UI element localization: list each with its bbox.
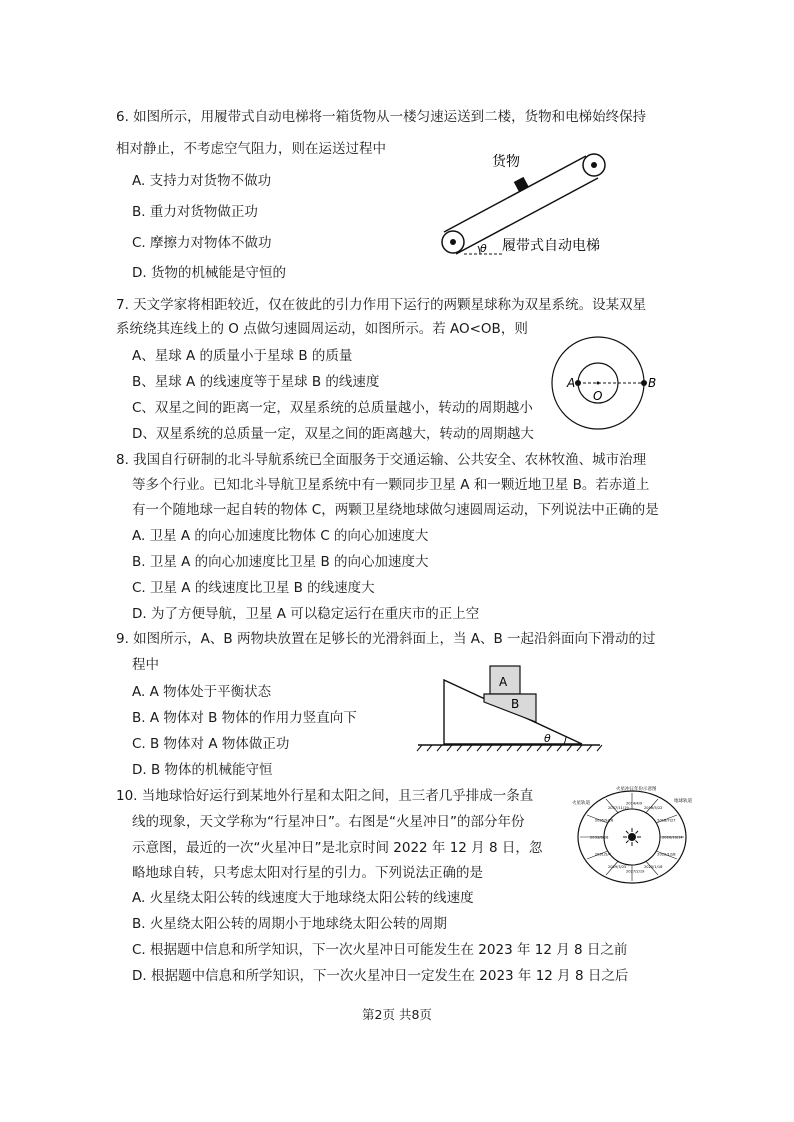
- q8-stem-line2: 等多个行业。已知北斗导航卫星系统中有一颗同步卫星 A 和一颗近地卫星 B。若赤道上: [132, 477, 650, 493]
- opposition-date-label: 2016/5/22: [644, 806, 663, 811]
- q6-option-a: A. 支持力对货物不做功: [132, 173, 272, 189]
- q7-stem-line2: 系统绕其连线上的 O 点做匀速圆周运动，如图所示。若 AO<OB，则: [116, 321, 528, 337]
- opposition-date-label: 2025/1/16: [644, 864, 663, 869]
- opposition-date-label: 2037/11/19: [608, 806, 629, 811]
- q6-option-d: D. 货物的机械能是守恒的: [132, 265, 286, 281]
- center-o-label: O: [593, 389, 603, 403]
- q10-stem-line1: 10. 当地球恰好运行到某地外行星和太阳之间，且三者几乎排成一条直: [116, 788, 534, 804]
- q9-option-d: D. B 物体的机械能守恒: [132, 762, 273, 778]
- q10-stem-line4: 略地球自转，只考虑太阳对行星的引力。下列说法正确的是: [132, 865, 483, 881]
- angle-label: θ: [480, 242, 487, 255]
- binary-star-figure: [548, 330, 658, 438]
- q7-option-b: B、星球 A 的线速度等于星球 B 的线速度: [132, 374, 380, 390]
- q10-option-d: D. 根据题中信息和所学知识，下一次火星冲日一定发生在 2023 年 12 月 8 日之后: [132, 968, 629, 984]
- q8-stem-line3: 有一个随地球一起自转的物体 C，两颗卫星绕地球做匀速圆周运动，下列说法中正确的是: [132, 502, 659, 518]
- q10-option-a: A. 火星绕太阳公转的线速度大于地球绕太阳公转的线速度: [132, 890, 474, 906]
- q10-option-b: B. 火星绕太阳公转的周期小于地球绕太阳公转的周期: [132, 916, 447, 932]
- q7-stem-line1: 7. 天文学家将相距较近，仅在彼此的引力作用下运行的两颗星球称为双星系统。设某双星: [116, 297, 647, 313]
- opposition-date-label: 2014/4/9: [626, 801, 643, 806]
- block-a-label: A: [499, 675, 508, 689]
- opposition-date-label: 2035/9/16: [594, 818, 614, 823]
- q6-option-b: B. 重力对货物做正功: [132, 204, 258, 220]
- q8-option-c: C. 卫星 A 的线速度比卫星 B 的线速度大: [132, 580, 375, 596]
- q9-option-b: B. A 物体对 B 物体的作用力竖直向下: [132, 710, 357, 726]
- mars-opposition-figure: [568, 778, 698, 886]
- opposition-date-label: 2027/2/19: [626, 869, 645, 874]
- sun-icon: [623, 828, 641, 846]
- q7-option-c: C、双星之间的距离一定，双星系统的总质量越小，转动的周期越小: [132, 400, 533, 416]
- page-footer: 第2页 共8页: [362, 1007, 432, 1022]
- mars-orbit-label: 火星轨道: [572, 801, 590, 806]
- q6-stem-line1: 6. 如图所示，用履带式自动电梯将一箱货物从一楼匀速运送到二楼，货物和电梯始终保持: [116, 109, 647, 125]
- q10-stem-line2: 线的现象，天文学称为“行星冲日”。右图是“火星冲日”的部分年份: [132, 814, 525, 830]
- opposition-date-label: 2020/10/14: [662, 835, 683, 840]
- block-b: [484, 694, 536, 722]
- star-b-label: B: [648, 376, 657, 390]
- cargo-box: [514, 177, 529, 192]
- opposition-dates: [590, 802, 683, 874]
- q8-option-d: D. 为了方便导航，卫星 A 可以稳定运行在重庆市的正上空: [132, 606, 480, 622]
- q6-stem-line2: 相对静止，不考虑空气阻力，则在运送过程中: [116, 141, 386, 157]
- escalator-label: 履带式自动电梯: [502, 238, 600, 254]
- q10-stem-line3: 示意图，最近的一次“火星冲日”是北京时间 2022 年 12 月 8 日，忽: [132, 840, 543, 856]
- q9-stem-line2: 程中: [132, 657, 159, 673]
- escalator-figure: [436, 144, 656, 264]
- q6-option-c: C. 摩擦力对物体不做功: [132, 235, 272, 251]
- q8-option-b: B. 卫星 A 的向心加速度比卫星 B 的向心加速度大: [132, 554, 429, 570]
- block-b-label: B: [511, 697, 520, 711]
- opposition-date-label: 2022/12/8: [657, 852, 676, 857]
- q10-option-c: C. 根据题中信息和所学知识，下一次火星冲日可能发生在 2023 年 12 月 8 日之前: [132, 942, 628, 958]
- q8-stem-line1: 8. 我国自行研制的北斗导航系统已全面服务于交通运输、公共安全、农林牧渔、城市治理: [116, 452, 647, 468]
- star-a: [575, 380, 581, 386]
- q8-option-a: A. 卫星 A 的向心加速度比物体 C 的向心加速度大: [132, 528, 429, 544]
- mars-figure-title: 火星冲日年份示意图: [616, 787, 657, 792]
- q7-option-d: D、双星系统的总质量一定，双星之间的距离越大，转动的周期越大: [132, 426, 534, 442]
- opposition-date-label: 2031/5/4: [594, 852, 611, 857]
- q9-stem-line1: 9. 如图所示，A、B 两物块放置在足够长的光滑斜面上，当 A、B 一起沿斜面向下滑动的过: [116, 631, 656, 647]
- q9-option-c: C. B 物体对 A 物体做正功: [132, 736, 290, 752]
- star-b: [641, 380, 647, 386]
- opposition-date-label: 2033/6/28: [590, 835, 609, 840]
- incline-figure: [414, 660, 604, 760]
- incline-angle-label: θ: [544, 732, 551, 745]
- cargo-label: 货物: [492, 154, 520, 170]
- earth-orbit-label: 地球轨道: [674, 799, 692, 804]
- star-a-label: A: [567, 376, 576, 390]
- opposition-date-label: 2018/7/27: [657, 818, 676, 823]
- q7-option-a: A、星球 A 的质量小于星球 B 的质量: [132, 348, 353, 364]
- ground-hatching: [417, 745, 602, 751]
- q9-option-a: A. A 物体处于平衡状态: [132, 684, 272, 700]
- opposition-date-label: 2029/3/25: [608, 864, 627, 869]
